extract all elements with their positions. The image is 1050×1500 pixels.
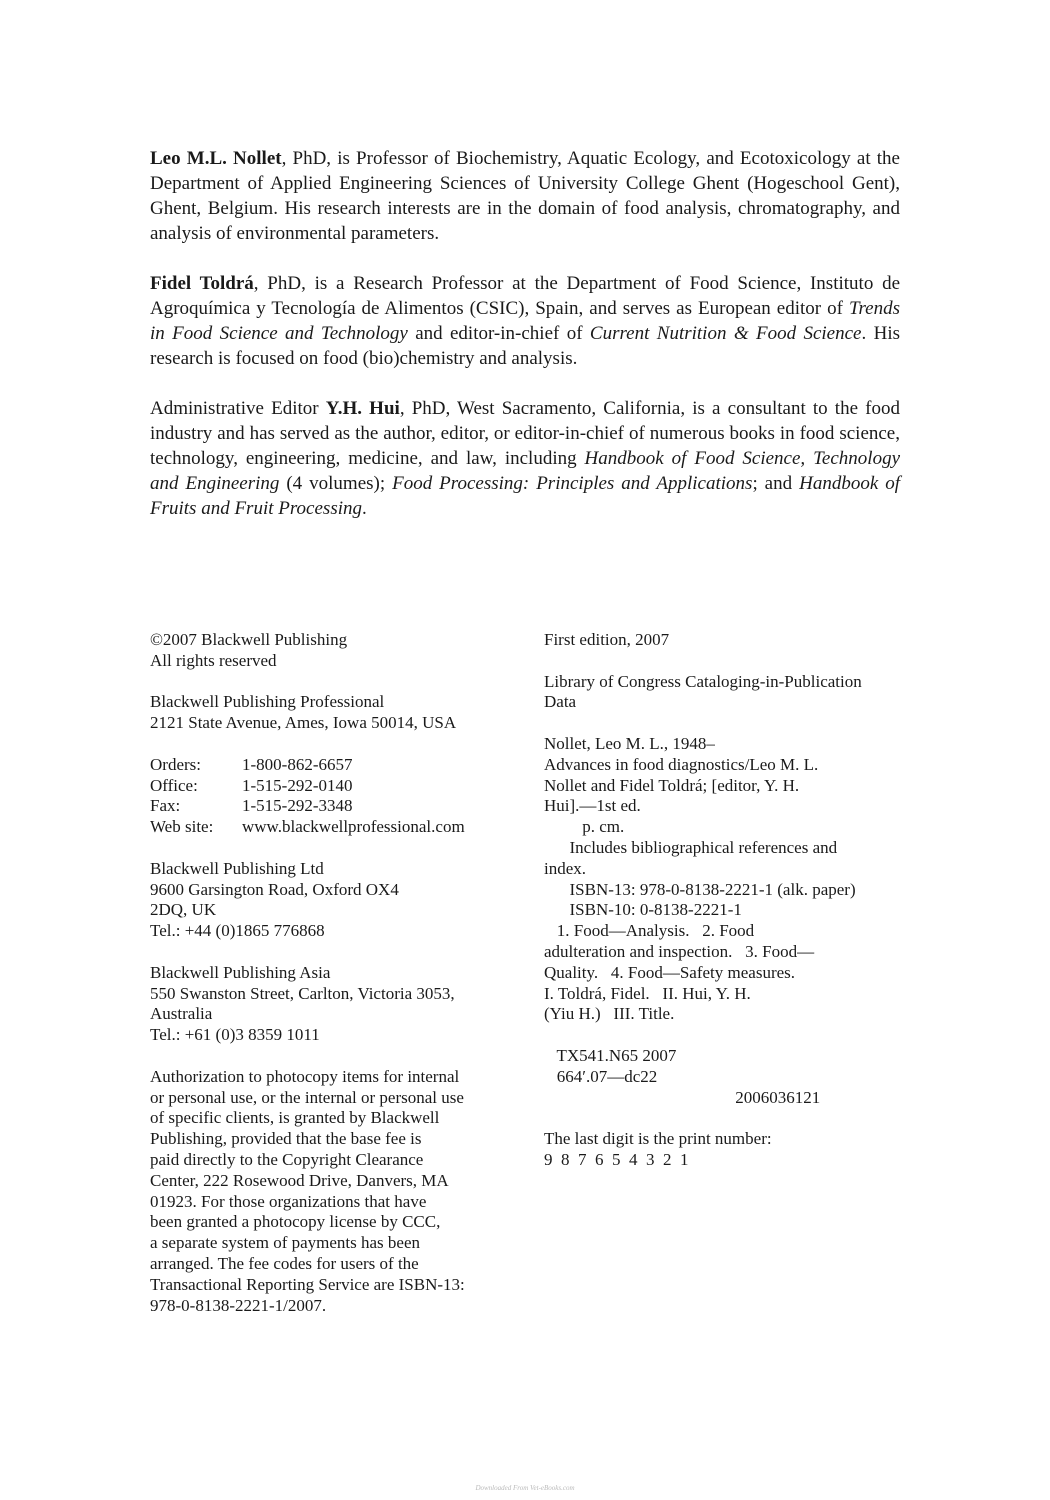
- contact-value: 1-515-292-0140: [242, 775, 353, 795]
- cip-record: Nollet, Leo M. L., 1948– Advances in food diagnostics/Leo M. L. Nollet and Fidel Toldrá; [editor, Y. H. Hui].—1st ed. p. cm. Includes bibliographical references and index. ISBN-13: 978-0-8138-2221-1 (alk. paper) ISBN-10: 0-8138-2221-1 1. Food—Analysis. 2. Food adulteration and inspection. 3. Food— Quality. 4. Food—Safety measures. I. Toldrá, Fidel. II. Hui, Y. H. (Yiu H.) III. Title.: [544, 733, 856, 1024]
- bio-toldra-text: and editor-in-chief of: [407, 323, 590, 344]
- book-title: Handbook of Food Science, Technology and Engineering: [150, 448, 900, 494]
- bio-hui-text: , PhD, West Sacramento, California, is a consultant to the food industry and has served as the author, editor, or editor-in-chief of numerous books in food science, technology, engineering, medicine, and law, including: [150, 398, 900, 469]
- copyright-notice: ©2007 Blackwell Publishing All rights reserved: [150, 630, 348, 670]
- bio-toldra-text: , PhD, is a Research Professor at the Department of Food Science, Instituto de Agroquímica y Tecnología de Alimentos (CSIC), Spain, and serves as European editor of: [150, 273, 901, 319]
- author-name-toldra: Fidel Toldrá: [150, 273, 254, 294]
- contact-value: 1-515-292-3348: [242, 796, 353, 816]
- print-number-sequence: 9 8 7 6 5 4 3 2 1: [544, 1149, 689, 1169]
- bio-hui-text: .: [362, 498, 367, 519]
- bio-hui: [150, 396, 900, 521]
- authorization-notice: Authorization to photocopy items for internal or personal use, or the internal or personal use of specific clients, is granted by Blackwell Publishing, provided that the base fee is paid directly to the Copyright Clearance Center, 222 Rosewood Drive, Danvers, MA 01923. For those organizations that have been granted a photocopy license by CCC, a separate system of payments has been arranged. The fee codes for users of the Transactional Reporting Service are ISBN-13: 978-0-8138-2221-1/2007.: [150, 1066, 465, 1315]
- publisher-address-asia: Blackwell Publishing Asia 550 Swanston Street, Carlton, Victoria 3053, Australia Tel.: +61 (0)3 8359 1011: [150, 962, 455, 1045]
- bio-nollet: [150, 146, 900, 246]
- bio-nollet-text: , PhD, is Professor of Biochemistry, Aquatic Ecology, and Ecotoxicology at the Department of Applied Engineering Sciences of University College Ghent (Hogeschool Gent), Ghent, Belgium. His research interests are in the domain of food analysis, chromatography, and analysis of environmental parameters.: [150, 148, 900, 244]
- journal-title: Trends in Food Science and Technology: [150, 298, 900, 344]
- edition-note: First edition, 2007: [544, 630, 670, 649]
- publisher-address-uk: Blackwell Publishing Ltd 9600 Garsington Road, Oxford OX4 2DQ, UK Tel.: +44 (0)1865 776868: [150, 858, 399, 941]
- bio-toldra: [150, 271, 900, 371]
- bio-hui-prefix: Administrative Editor: [150, 398, 326, 419]
- contact-label: Fax:: [150, 796, 181, 816]
- journal-title: Current Nutrition & Food Science: [589, 323, 862, 344]
- print-number-block: [544, 1129, 904, 1171]
- bio-hui-text: (4 volumes);: [279, 473, 393, 494]
- author-name-hui: Y.H. Hui: [325, 398, 400, 419]
- bio-hui-text: ; and: [752, 473, 800, 494]
- classification-numbers: TX541.N65 2007 664′.07—dc22 2006036121: [556, 1045, 821, 1107]
- book-title: Handbook of Fruits and Fruit Processing: [150, 473, 900, 519]
- download-watermark: Downloaded From Vet-eBooks.com: [475, 1484, 575, 1492]
- contact-label: Web site:: [150, 817, 214, 837]
- publisher-address-us: Blackwell Publishing Professional 2121 State Avenue, Ames, Iowa 50014, USA: [150, 692, 457, 733]
- book-title: Food Processing: Principles and Applications: [392, 473, 753, 494]
- loc-heading: Library of Congress Cataloging-in-Publication Data: [544, 671, 862, 712]
- contact-label: Orders:: [150, 754, 201, 774]
- contact-value: www.blackwellprofessional.com: [242, 817, 465, 837]
- cataloging-column: [544, 630, 904, 1192]
- contact-list: [150, 755, 510, 838]
- contact-value: 1-800-862-6657: [242, 754, 353, 774]
- publisher-info-column: [150, 630, 510, 1337]
- bio-toldra-text: . His research is focused on food (bio)chemistry and analysis.: [150, 323, 901, 369]
- author-name-nollet: Leo M.L. Nollet: [150, 148, 282, 169]
- print-number-label: The last digit is the print number:: [544, 1129, 772, 1149]
- contact-label: Office:: [150, 775, 198, 795]
